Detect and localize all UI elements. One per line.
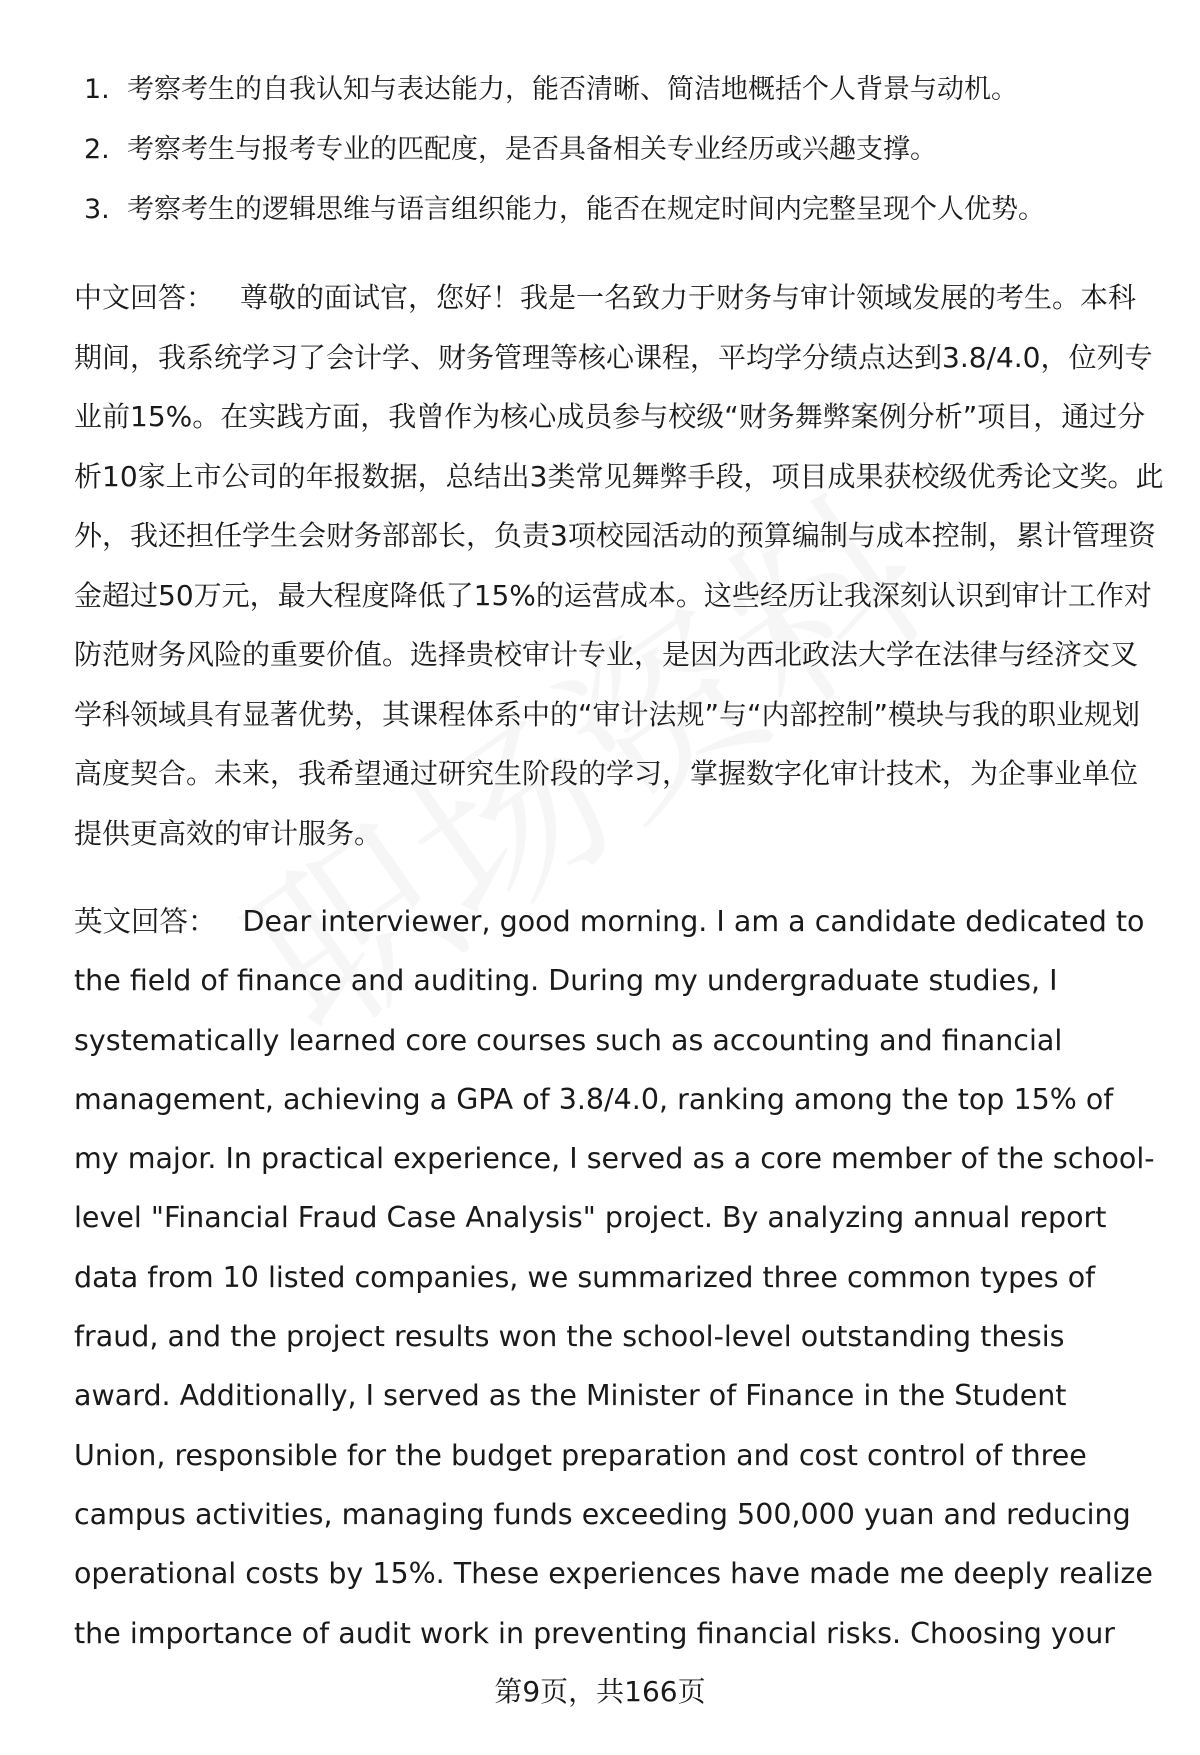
criteria-text: 考察考生的逻辑思维与语言组织能力，能否在规定时间内完整呈现个人优势。 (127, 194, 1045, 225)
english-answer-text: Dear interviewer, good morning. I am a candidate dedicated to the field of finance and auditing. During my undergraduate studies, I systematically learned core courses such as accounting and financial management, achieving a GPA of 3.8/4.0, ranking among the top 15% of my major. In practical experience, I served as a core member of the school-level "Financial Fraud Case Analysis" project. By analyzing annual report data from 10 listed companies, we summarized three common types of fraud, and the project results won the school-level outstanding thesis award. Additionally, I served as the Minister of Finance in the Student Union, responsible for the budget preparation and cost control of three campus activities, managing funds exceeding 500,000 yuan and reducing operational costs by 15%. These experiences have made me deeply realize the importance of audit work in preventing financial risks. Choosing your (74, 905, 1155, 1650)
english-answer-label: 英文回答： (74, 905, 217, 938)
chinese-answer-label: 中文回答： (74, 281, 215, 314)
english-answer (74, 892, 1159, 1663)
criteria-number: 3. (84, 194, 110, 225)
criteria-text: 考察考生与报考专业的匹配度，是否具备相关专业经历或兴趣支撑。 (127, 134, 937, 165)
criteria-text: 考察考生的自我认知与表达能力，能否清晰、简洁地概括个人背景与动机。 (127, 74, 1018, 105)
criteria-item (0, 190, 1200, 250)
criteria-item (0, 130, 1200, 190)
criteria-number: 1. (84, 74, 110, 105)
chinese-answer-text: 尊敬的面试官，您好！我是一名致力于财务与审计领域发展的考生。本科期间，我系统学习了会计学、财务管理等核心课程，平均学分绩点达到3.8/4.0，位列专业前15%。在实践方面，我曾作为核心成员参与校级“财务舞弊案例分析”项目，通过分析10家上市公司的年报数据，总结出3类常见舞弊手段，项目成果获校级优秀论文奖。此外，我还担任学生会财务部部长，负责3项校园活动的预算编制与成本控制，累计管理资金超过50万元，最大程度降低了15%的运营成本。这些经历让我深刻认识到审计工作对防范财务风险的重要价值。选择贵校审计专业，是因为西北政法大学在法律与经济交叉学科领域具有显著优势，其课程体系中的“审计法规”与“内部控制”模块与我的职业规划高度契合。未来，我希望通过研究生阶段的学习，掌握数字化审计技术，为企事业单位提供更高效的审计服务。 (74, 281, 1164, 850)
criteria-item (0, 70, 1200, 130)
page-number-footer: 第9页，共166页 (494, 1675, 706, 1708)
chinese-answer (74, 268, 1164, 863)
criteria-list (0, 70, 1200, 250)
criteria-number: 2. (84, 134, 110, 165)
